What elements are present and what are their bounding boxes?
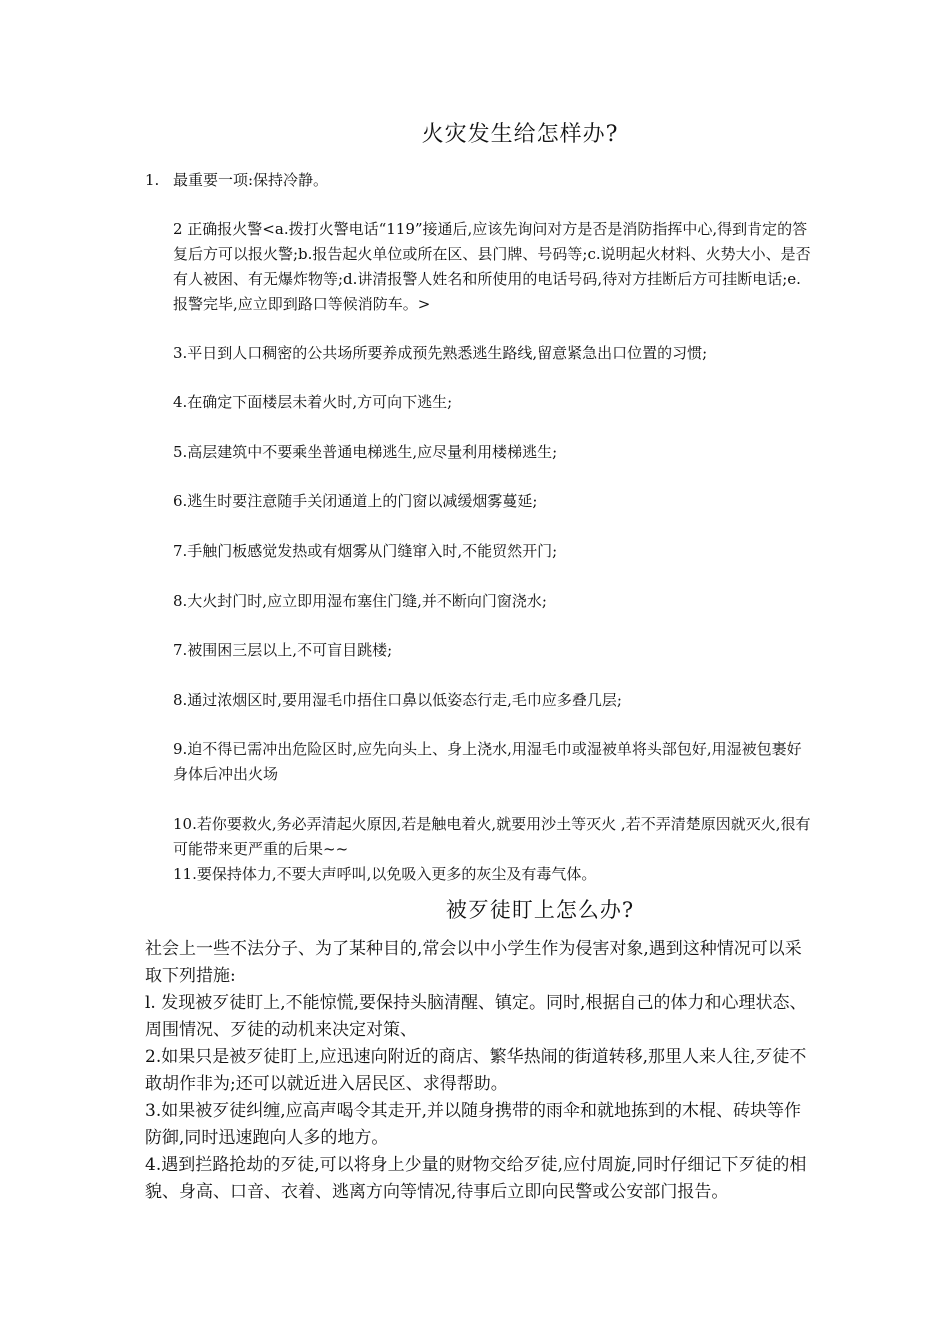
fire-item-8b: 8.通过浓烟区时,要用湿毛巾捂住口鼻以低姿态行走,毛巾应多叠几层; (173, 691, 622, 709)
fire-item-8: 8.大火封门时,应立即用湿布塞住门缝,并不断向门窗浇水; (173, 592, 547, 610)
fire-item-7b: 7.被围困三层以上,不可盲目跳楼; (173, 641, 393, 659)
robber-point-4: 4.遇到拦路抢劫的歹徒,可以将身上少量的财物交给歹徒,应付周旋,同时仔细记下歹徒的相貌、身高、口音、衣着、逃离方向等情况,待事后立即向民警或公安部门报告。 (145, 1155, 807, 1202)
fire-item-1 (145, 168, 328, 193)
fire-item-3: 3.平日到人口稠密的公共场所要养成预先熟悉逃生路线,留意紧急出口位置的习惯; (173, 344, 708, 362)
fire-item-10: 10.若你要救火,务必弄清起火原因,若是触电着火,就要用沙土等灭火 ,若不弄清楚原因就灭火,很有可能带来更严重的后果~~ (173, 815, 811, 858)
fire-item-4: 4.在确定下面楼层未着火时,方可向下逃生; (173, 393, 453, 411)
fire-item-6: 6.逃生时要注意随手关闭通道上的门窗以减缓烟雾蔓延; (173, 492, 538, 510)
fire-item-1-text: 最重要一项:保持冷静。 (173, 171, 329, 189)
fire-item-11: 11.要保持体力,不要大声呼叫,以免吸入更多的灰尘及有毒气体。 (173, 865, 597, 883)
fire-item-9: 9.迫不得已需冲出危险区时,应先向头上、身上浇水,用湿毛巾或湿被单将头部包好,用湿被包裹好身体后冲出火场 (173, 740, 802, 783)
robber-intro: 社会上一些不法分子、为了某种目的,常会以中小学生作为侵害对象,遇到这种情况可以采取下列措施: (145, 939, 802, 986)
fire-item-2: 2 正确报火警<a.拨打火警电话“119”接通后,应该先询问对方是否是消防指挥中心,得到肯定的答复后方可以报火警;b.报告起火单位或所在区、县门牌、号码等;c.说明起火材料、火势大小、是否有人被困、有无爆炸物等;d.讲清报警人姓名和所使用的电话号码,待对方挂断后方可挂断电话;e.报警完毕,应立即到路口等候消防车。> (173, 220, 811, 313)
robber-point-3: 3.如果被歹徒纠缠,应高声喝令其走开,并以随身携带的雨伞和就地拣到的木棍、砖块等作防御,同时迅速跑向人多的地方。 (145, 1101, 802, 1148)
fire-item-5: 5.高层建筑中不要乘坐普通电梯逃生,应尽量利用楼梯逃生; (173, 443, 558, 461)
fire-item-7: 7.手触门板感觉发热或有烟雾从门缝窜入时,不能贸然开门; (173, 542, 558, 560)
fire-section-title: 火灾发生给怎样办? (421, 122, 619, 147)
robber-point-1: l. 发现被歹徒盯上,不能惊慌,要保持头脑清醒、镇定。同时,根据自己的体力和心理状态、周围情况、歹徒的动机来决定对策、 (145, 993, 807, 1040)
fire-item-1-number: 1. (145, 171, 160, 189)
robber-point-2: 2.如果只是被歹徒盯上,应迅速向附近的商店、繁华热闹的街道转移,那里人来人往,歹徒不敢胡作非为;还可以就近进入居民区、求得帮助。 (145, 1047, 807, 1094)
robber-section-title: 被歹徒盯上怎么办? (445, 898, 635, 922)
